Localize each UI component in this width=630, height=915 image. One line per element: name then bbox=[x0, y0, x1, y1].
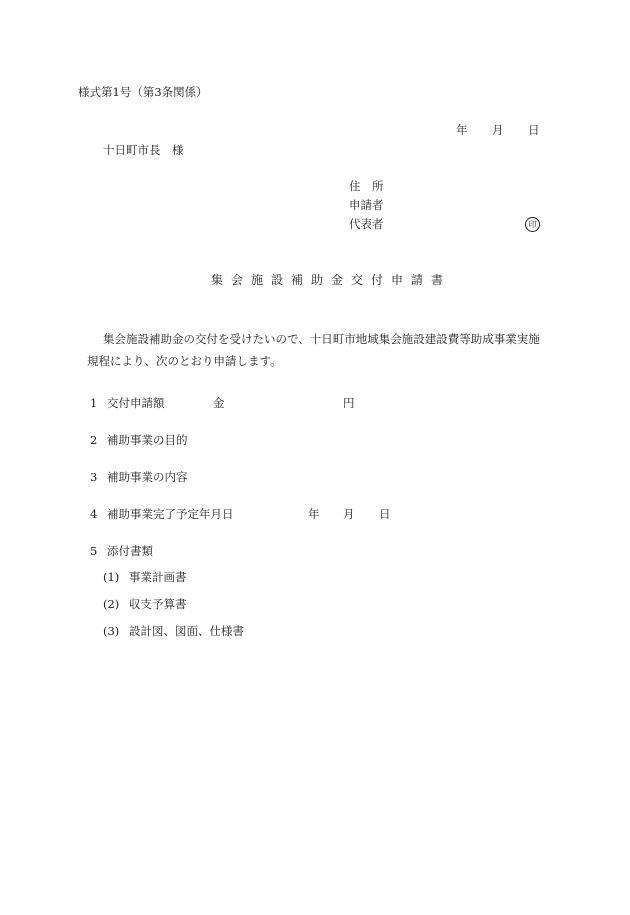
form-number: 様式第1号（第3条関係） bbox=[78, 85, 208, 99]
item-label: 補助事業完了予定年月日 bbox=[107, 507, 234, 521]
item-number: 4 bbox=[90, 507, 98, 521]
attachment-number: (1) bbox=[103, 570, 120, 584]
item-number: 2 bbox=[90, 433, 98, 447]
attachment-number: (3) bbox=[103, 624, 120, 638]
attachment-number: (2) bbox=[103, 597, 120, 611]
seal-icon: 印 bbox=[525, 217, 540, 232]
item-number: 1 bbox=[90, 396, 98, 410]
completion-month: 月 bbox=[343, 507, 355, 521]
completion-day: 日 bbox=[379, 507, 391, 521]
item-label: 添付書類 bbox=[107, 544, 153, 558]
document-title: 集会施設補助金交付申請書 bbox=[211, 273, 452, 287]
body-line-2: 規程により、次のとおり申請します。 bbox=[87, 354, 282, 368]
amount-prefix: 金 bbox=[213, 396, 225, 410]
item-label: 補助事業の目的 bbox=[107, 433, 188, 447]
body-line-1: 集会施設補助金の交付を受けたいので、十日町市地域集会施設建設費等助成事業実施 bbox=[103, 332, 540, 346]
attachment-label: 設計図、図面、仕様書 bbox=[129, 624, 244, 638]
addressee: 十日町市長 様 bbox=[103, 143, 184, 157]
representative-label: 代表者 bbox=[349, 217, 384, 231]
date-month: 月 bbox=[492, 123, 504, 137]
attachment-label: 事業計画書 bbox=[129, 570, 187, 584]
completion-year: 年 bbox=[308, 507, 320, 521]
amount-suffix: 円 bbox=[343, 396, 355, 410]
applicant-label: 申請者 bbox=[349, 198, 384, 212]
address-label: 住 所 bbox=[349, 179, 384, 193]
item-label: 交付申請額 bbox=[107, 396, 165, 410]
item-label: 補助事業の内容 bbox=[107, 470, 188, 484]
date-day: 日 bbox=[528, 123, 540, 137]
item-number: 3 bbox=[90, 470, 98, 484]
item-number: 5 bbox=[90, 544, 98, 558]
attachment-label: 収支予算書 bbox=[129, 597, 187, 611]
date-year: 年 bbox=[456, 123, 468, 137]
